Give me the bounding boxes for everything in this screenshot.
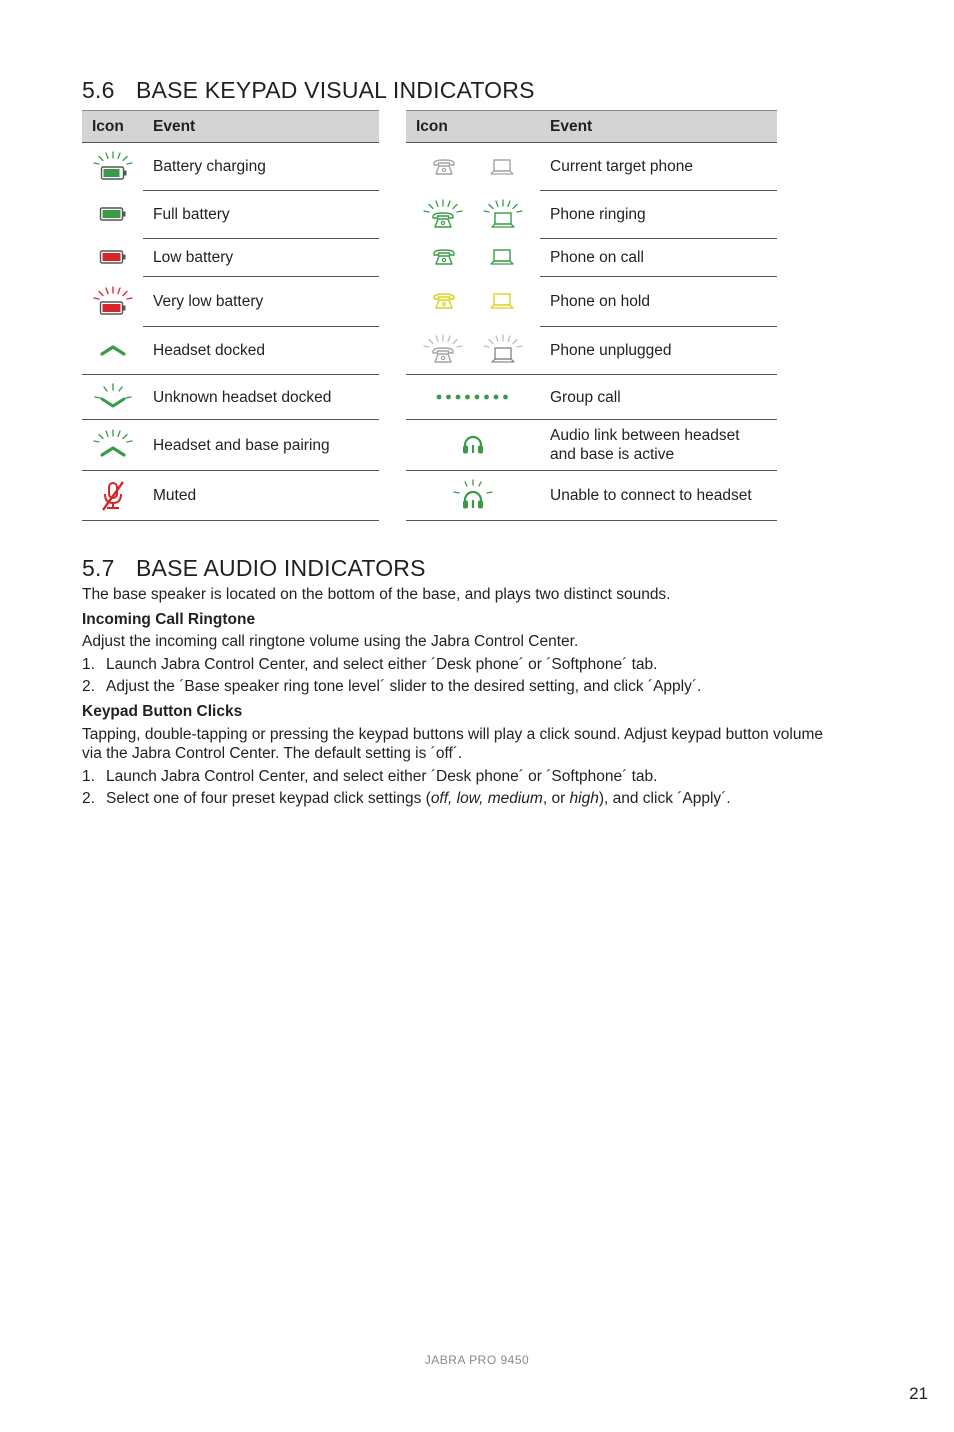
table-row (406, 277, 777, 327)
event-label: Phone ringing (540, 191, 777, 239)
event-label: Unable to connect to headset (540, 471, 777, 521)
phone-on-hold-icon (406, 277, 540, 327)
list-item (82, 677, 872, 696)
list-item (82, 789, 872, 808)
list-text-post: ), and click ´Apply´. (598, 790, 731, 807)
event-label: Battery charging (143, 143, 379, 191)
table-row (82, 143, 379, 191)
table-row (406, 143, 777, 191)
table-row (82, 239, 379, 277)
phone-ringing-icon (406, 191, 540, 239)
group-call-icon (406, 375, 540, 420)
unable-to-connect-icon (406, 471, 540, 521)
setting-low: low, (456, 790, 484, 807)
table-row (82, 375, 379, 420)
list-number: 2. (82, 678, 95, 695)
list-text: Launch Jabra Control Center, and select either ´Desk phone´ or ´Softphone´ tab. (106, 768, 658, 785)
ringtone-heading: Incoming Call Ringtone (82, 611, 256, 628)
section-number: 5.7 (82, 555, 115, 581)
keypad-body-line-1: Tapping, double-tapping or pressing the keypad buttons will play a click sound. Adjust keypad button volume (82, 726, 824, 743)
table-row (82, 471, 379, 521)
unknown-headset-docked-icon (82, 375, 143, 420)
very-low-battery-icon (82, 277, 143, 327)
section-number: 5.6 (82, 77, 115, 103)
left-indicator-table (82, 110, 379, 521)
event-label: Unknown headset docked (143, 375, 379, 420)
table-row (82, 327, 379, 375)
headset-docked-icon (82, 327, 143, 375)
icon-column-header: Icon (406, 111, 540, 143)
section-title: BASE AUDIO INDICATORS (136, 555, 426, 581)
table-row (406, 239, 777, 277)
event-label: Full battery (143, 191, 379, 239)
event-label: Phone on call (540, 239, 777, 277)
table-row (82, 191, 379, 239)
list-number: 2. (82, 790, 95, 807)
list-number: 1. (82, 656, 95, 673)
list-text-pre: Select one of four preset keypad click settings ( (106, 790, 431, 807)
list-text-mid: , or (542, 790, 570, 807)
low-battery-icon (82, 239, 143, 277)
event-label: Phone unplugged (540, 327, 777, 375)
phone-unplugged-icon (406, 327, 540, 375)
setting-high: high (569, 790, 599, 807)
list-text: Adjust the ´Base speaker ring tone level´ slider to the desired setting, and click ´Apply´. (106, 678, 702, 695)
list-text: Launch Jabra Control Center, and select either ´Desk phone´ or ´Softphone´ tab. (106, 656, 658, 673)
table-row (406, 471, 777, 521)
event-column-header: Event (540, 111, 777, 143)
table-row (82, 420, 379, 471)
page-number: 21 (909, 1384, 928, 1403)
footer-product-name: JABRA PRO 9450 (424, 1353, 530, 1367)
section-5-6-heading (82, 77, 535, 104)
full-battery-icon (82, 191, 143, 239)
event-label: Phone on hold (540, 277, 777, 327)
muted-icon (82, 471, 143, 521)
ringtone-body: Adjust the incoming call ringtone volume using the Jabra Control Center. (82, 633, 579, 650)
current-target-phone-icon (406, 143, 540, 191)
event-label-line-2: and base is active (550, 446, 675, 463)
table-row (82, 277, 379, 327)
event-label: Headset and base pairing (143, 420, 379, 471)
battery-charging-icon (82, 143, 143, 191)
table-row (406, 375, 777, 420)
list-number: 1. (82, 768, 95, 785)
event-column-header: Event (143, 111, 379, 143)
audio-link-active-icon (406, 420, 540, 471)
table-row (406, 420, 777, 471)
table-row (406, 191, 777, 239)
event-label: Low battery (143, 239, 379, 277)
event-label: Headset docked (143, 327, 379, 375)
keypad-body (82, 725, 872, 763)
table-header-row (82, 111, 379, 143)
keypad-heading: Keypad Button Clicks (82, 703, 243, 720)
setting-off: off, (430, 790, 453, 807)
event-label (540, 420, 777, 471)
headset-base-pairing-icon (82, 420, 143, 471)
phone-on-call-icon (406, 239, 540, 277)
event-label: Group call (540, 375, 777, 420)
section-title: BASE KEYPAD VISUAL INDICATORS (136, 77, 535, 103)
table-header-row (406, 111, 777, 143)
table-row (406, 327, 777, 375)
setting-medium: medium (487, 790, 543, 807)
right-indicator-table (406, 110, 777, 521)
list-item (82, 655, 872, 674)
event-label: Current target phone (540, 143, 777, 191)
event-label: Very low battery (143, 277, 379, 327)
section-5-7-heading (82, 555, 426, 582)
intro-paragraph: The base speaker is located on the bottom of the base, and plays two distinct sounds. (82, 586, 671, 603)
event-label-line-1: Audio link between headset (550, 427, 740, 444)
icon-column-header: Icon (82, 111, 143, 143)
keypad-body-line-2: via the Jabra Control Center. The default setting is ´off´. (82, 745, 463, 762)
event-label: Muted (143, 471, 379, 521)
list-item (82, 767, 872, 786)
